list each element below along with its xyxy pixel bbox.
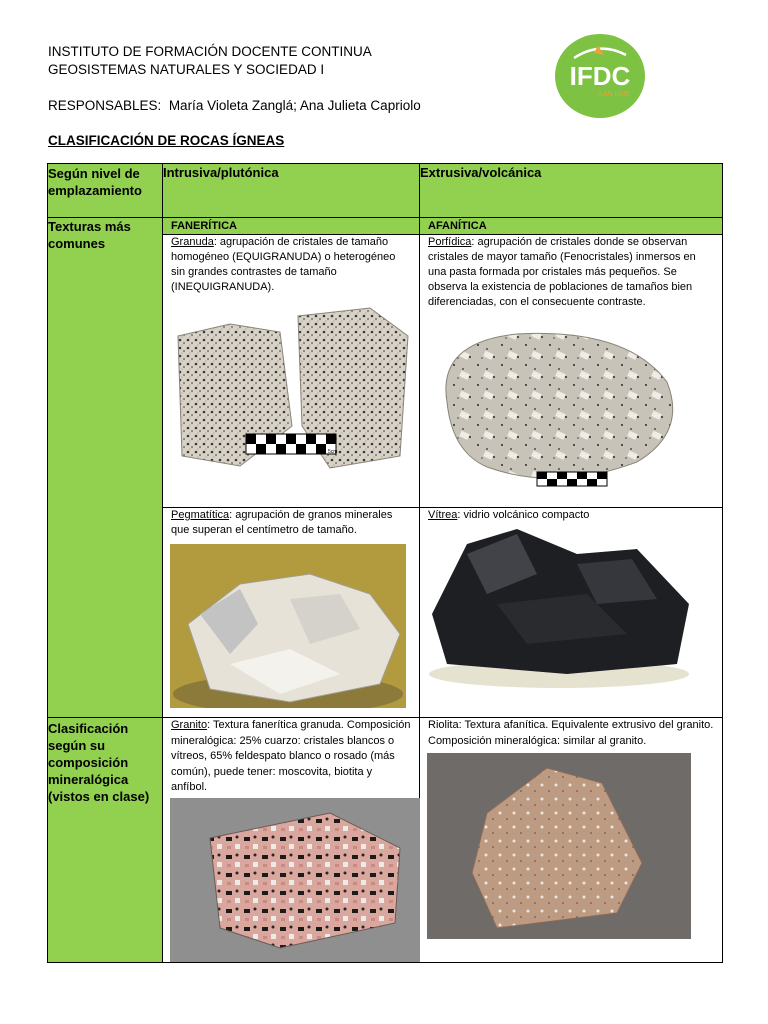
- cell-faneritica-granuda: [163, 218, 420, 508]
- porfidica-text: Porfídica: agrupación de cristales donde se observan cristales de mayor tamaño (Fenocristales) inmersos en una pasta formada por cristales más pequeños. Se observa la existencia de poblaciones de tamaños bien diferenciadas, con el consecuente contraste.: [420, 234, 722, 310]
- cell-afanitica-porfidica: [420, 218, 723, 508]
- igneous-classification-table: [47, 163, 723, 963]
- faneritica-heading: FANERÍTICA: [163, 218, 419, 234]
- porfidica-rock-photo: [427, 322, 685, 492]
- responsables-label: RESPONSABLES:: [48, 98, 162, 113]
- cell-texturas: Texturas más comunes: [48, 218, 163, 718]
- vitrea-term: Vítrea: [428, 509, 458, 521]
- table-row-clasificacion: [48, 718, 723, 963]
- granuda-term: Granuda: [171, 236, 214, 248]
- cell-vitrea: [420, 508, 723, 718]
- granuda-text: Granuda: agrupación de cristales de tamaño homogéneo (EQUIGRANUDA) o heterogéneo sin grandes contrastes de tamaño (INEQUIGRANUDA).: [163, 234, 419, 295]
- cell-granito: [163, 718, 420, 963]
- granito-rock-photo: [170, 798, 420, 962]
- pegmatitica-term: Pegmatítica: [171, 509, 230, 521]
- cell-pegmatitica: [163, 508, 420, 718]
- afanitica-heading: AFANÍTICA: [420, 218, 722, 234]
- porfidica-term: Porfídica: [428, 236, 472, 248]
- pegmatitica-text: Pegmatítica: agrupación de granos minerales que superan el centímetro de tamaño.: [171, 509, 393, 536]
- scale-bar: [246, 434, 336, 454]
- riolita-rock-photo: [427, 753, 691, 939]
- ifdc-logo: [554, 33, 646, 119]
- cell-clasificacion: Clasificación según su composición mineralógica (vistos en clase): [48, 718, 163, 963]
- logo-text: IFDC: [569, 61, 631, 91]
- riolita-text: Riolita: Textura afanítica. Equivalente extrusivo del granito. Composición mineralógica: similar al granito.: [428, 719, 714, 747]
- scale-label: 5cm: [328, 449, 338, 455]
- granito-term: Granito: [171, 719, 208, 731]
- pegmatitica-rock-photo: [170, 544, 406, 708]
- table-header-row: [48, 164, 723, 218]
- page-title: CLASIFICACIÓN DE ROCAS ÍGNEAS: [48, 133, 285, 148]
- responsables-line: [48, 97, 421, 115]
- vitrea-text: Vítrea: vidrio volcánico compacto: [428, 509, 590, 521]
- cell-riolita: [420, 718, 723, 963]
- vitrea-obsidian-photo: [427, 524, 692, 690]
- responsables-names: María Violeta Zanglá; Ana Julieta Capriolo: [168, 98, 421, 113]
- institute-name: INSTITUTO DE FORMACIÓN DOCENTE CONTINUA: [48, 44, 372, 59]
- cell-emplazamiento: Según nivel de emplazamiento: [48, 164, 163, 218]
- logo-subtext: SAN LUIS: [598, 91, 630, 98]
- course-name: GEOSISTEMAS NATURALES Y SOCIEDAD I: [48, 62, 325, 77]
- granito-text: Granito: Textura fanerítica granuda. Composición mineralógica: 25% cuarzo: cristales blancos o vítreos, 65% feldespato blanco o rosado (más común), puede tener: moscovita, biotita y anfíbol.: [171, 719, 411, 793]
- cell-intrusiva: Intrusiva/plutónica: [163, 164, 420, 218]
- table-row-texturas-1: [48, 218, 723, 508]
- granuda-rock-photo: [170, 306, 413, 478]
- cell-extrusiva: Extrusiva/volcánica: [420, 164, 723, 218]
